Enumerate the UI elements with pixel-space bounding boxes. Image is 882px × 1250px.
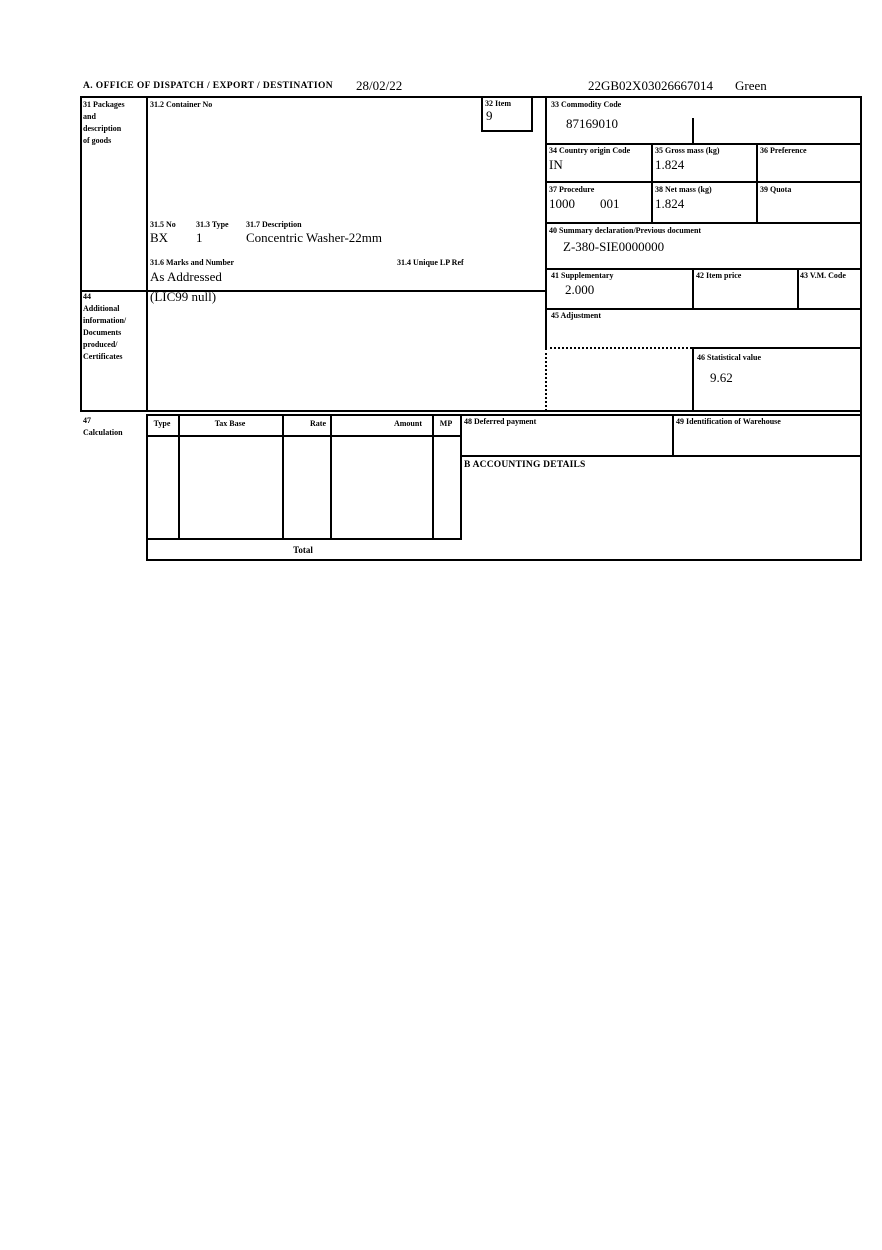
- row-border: [545, 268, 860, 270]
- form-top-border: [80, 96, 862, 98]
- table-header-underline: [146, 435, 460, 437]
- table-col-divider: [178, 414, 180, 538]
- box41-supplementary-label: 41 Supplementary: [551, 271, 614, 280]
- form-right-border: [860, 96, 862, 561]
- col-divider: [692, 268, 694, 308]
- row-border: [545, 143, 860, 145]
- bottom-section-top-border: [80, 410, 862, 412]
- box44-label-line1: 44: [83, 292, 91, 301]
- box31-3-type-label: 31.3 Type: [196, 220, 229, 229]
- box31-3-type-value: 1: [196, 230, 203, 245]
- box40-summary-declaration-value: Z-380-SIE0000000: [563, 239, 665, 254]
- dotted-region-top-border: [545, 347, 692, 349]
- col-divider: [797, 268, 799, 308]
- box38-net-mass-value: 1.824: [655, 196, 685, 211]
- box38-net-mass-label: 38 Net mass (kg): [655, 185, 712, 194]
- box31-5-no-value: BX: [150, 230, 169, 245]
- office-of-dispatch-heading: A. OFFICE OF DISPATCH / EXPORT / DESTINATION: [83, 81, 334, 91]
- box33-subdivision-divider: [692, 118, 694, 143]
- table-right-border: [460, 414, 462, 538]
- table-top-border: [146, 414, 860, 416]
- box32-right-border: [531, 96, 533, 132]
- col-header-rate: Rate: [310, 419, 326, 428]
- col-header-type: Type: [153, 419, 171, 428]
- box47-label-line1: 47: [83, 416, 91, 425]
- box34-origin-label: 34 Country origin Code: [549, 146, 631, 155]
- box33-commodity-value: 87169010: [566, 116, 618, 131]
- box45-adjustment-label: 45 Adjustment: [551, 311, 602, 320]
- box31-7-description-label: 31.7 Description: [246, 220, 302, 229]
- row-border: [545, 222, 860, 224]
- box31-5-no-label: 31.5 No: [150, 220, 176, 229]
- box40-summary-declaration-label: 40 Summary declaration/Previous document: [549, 226, 702, 235]
- box44-label-line3: information/: [83, 316, 127, 325]
- box44-additional-info-value: (LIC99 null): [150, 289, 217, 304]
- box31-label-line3: description: [83, 124, 122, 133]
- movement-reference-number: 22GB02X03026667014: [588, 78, 713, 93]
- box48-deferred-payment-label: 48 Deferred payment: [464, 417, 537, 426]
- box35-gross-mass-label: 35 Gross mass (kg): [655, 146, 720, 155]
- box31-label-line4: of goods: [83, 136, 112, 145]
- table-col-divider: [432, 414, 434, 538]
- box44-label-line4: Documents: [83, 328, 122, 337]
- box31-4-lp-ref-label: 31.4 Unique LP Ref: [397, 258, 464, 267]
- box46-statistical-value: 9.62: [710, 370, 733, 385]
- table-col-divider: [330, 414, 332, 538]
- box39-quota-label: 39 Quota: [760, 185, 792, 194]
- section-b-top-border: [460, 455, 860, 457]
- box42-item-price-label: 42 Item price: [696, 271, 742, 280]
- col-header-tax-base: Tax Base: [214, 419, 246, 428]
- box32-item-label: 32 Item: [485, 99, 511, 108]
- col-header-amount: Amount: [393, 419, 422, 428]
- box31-7-description-value: Concentric Washer-22mm: [246, 230, 382, 245]
- box31-2-container-label: 31.2 Container No: [150, 100, 213, 109]
- box31-6-marks-label: 31.6 Marks and Number: [150, 258, 235, 267]
- box37-procedure-label: 37 Procedure: [549, 185, 595, 194]
- box46-top-border: [692, 347, 860, 349]
- box31-label-line1: 31 Packages: [83, 100, 125, 109]
- box41-supplementary-value: 2.000: [565, 282, 595, 297]
- table-bottom-border: [146, 538, 462, 540]
- center-divider-dotted: [545, 348, 547, 411]
- box48-49-divider: [672, 414, 674, 455]
- box32-bottom-border: [481, 130, 533, 132]
- box31-label-line2: and: [83, 112, 96, 121]
- box43-vm-code-label: 43 V.M. Code: [800, 271, 846, 280]
- total-label: Total: [293, 545, 313, 555]
- box32-left-border: [481, 96, 483, 132]
- box37-procedure-value2: 001: [600, 196, 620, 211]
- box46-statistical-value-label: 46 Statistical value: [697, 353, 761, 362]
- box44-label-line6: Certificates: [83, 352, 123, 361]
- section-b-accounting-heading: B ACCOUNTING DETAILS: [464, 460, 586, 470]
- col-header-mp: MP: [439, 419, 453, 428]
- box35-gross-mass-value: 1.824: [655, 157, 685, 172]
- box37-procedure-value1: 1000: [549, 196, 575, 211]
- form-left-border: [80, 96, 82, 411]
- row-border: [545, 308, 860, 310]
- box46-left-border: [692, 347, 694, 411]
- box49-warehouse-label: 49 Identification of Warehouse: [676, 417, 781, 426]
- declaration-date: 28/02/22: [356, 78, 403, 93]
- box44-label-line5: produced/: [83, 340, 118, 349]
- box32-item-value: 9: [486, 108, 493, 123]
- form-bottom-border: [146, 559, 862, 561]
- box34-origin-value: IN: [549, 157, 563, 172]
- box47-label-line2: Calculation: [83, 428, 123, 437]
- label-column-divider: [146, 96, 148, 411]
- routing-status: Green: [735, 78, 767, 93]
- box44-label-line2: Additional: [83, 304, 120, 313]
- box33-commodity-label: 33 Commodity Code: [551, 100, 622, 109]
- table-col-divider: [282, 414, 284, 538]
- box31-6-marks-value: As Addressed: [150, 269, 222, 284]
- box36-preference-label: 36 Preference: [760, 146, 807, 155]
- row-border: [545, 181, 860, 183]
